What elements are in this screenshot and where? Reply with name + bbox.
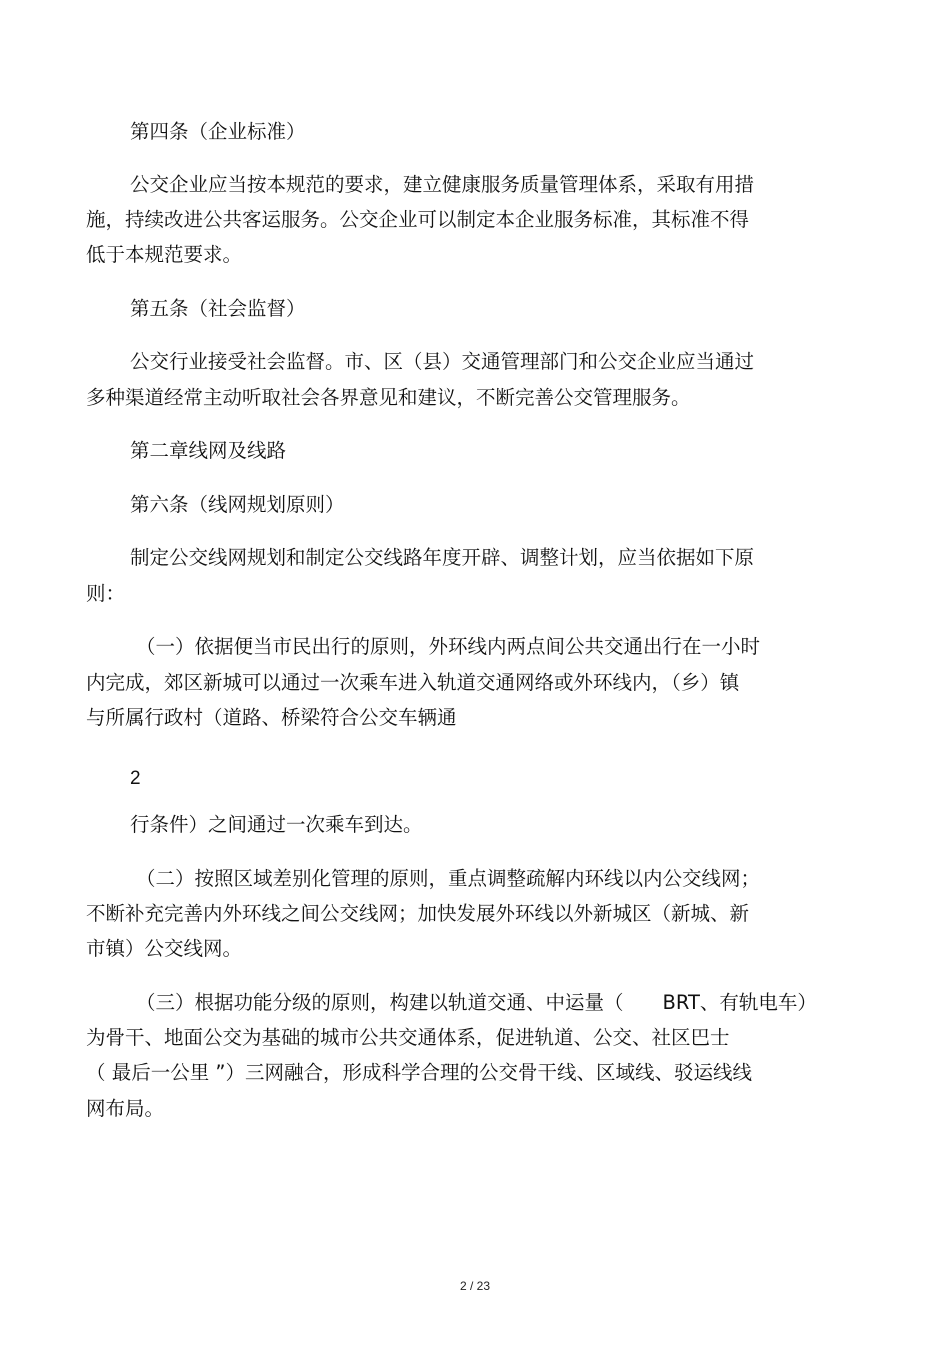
article-6-intro-line-1: 制定公交线网规划和制定公交线路年度开辟、调整计划，应当依据如下原: [130, 546, 755, 569]
article-5-heading: 第五条（社会监督）: [130, 297, 306, 320]
item-1-continuation: 行条件）之间通过一次乘车到达。: [130, 813, 423, 836]
article-6-intro-line-2: 则：: [86, 582, 126, 605]
item-2-line-1: （二）按照区域差别化管理的原则，重点调整疏解内环线以内公交线网；: [136, 867, 761, 890]
item-3-line-1: （三）根据功能分级的原则，构建以轨道交通、中运量（ BRT、有轨电车）: [136, 991, 817, 1014]
item-2-line-3: 市镇）公交线网。: [86, 937, 243, 960]
chapter-2-heading: 第二章线网及线路: [130, 439, 287, 462]
article-6-heading: 第六条（线网规划原则）: [130, 493, 345, 516]
article-4-line-2: 施，持续改进公共客运服务。公交企业可以制定本企业服务标准，其标准不得: [86, 208, 750, 231]
article-4-heading: 第四条（企业标准）: [130, 120, 306, 143]
article-4-line-3: 低于本规范要求。: [86, 243, 243, 266]
item-1-line-3: 与所属行政村（道路、桥梁符合公交车辆通: [86, 706, 457, 729]
item-2-line-2: 不断补充完善内外环线之间公交线网；加快发展外环线以外新城区（新城、新: [86, 902, 750, 925]
item-1-line-2: 内完成，郊区新城可以通过一次乘车进入轨道交通网络或外环线内，（乡）镇: [86, 671, 740, 694]
inline-page-number: 2: [130, 768, 141, 789]
article-5-line-1: 公交行业接受社会监督。市、区（县）交通管理部门和公交企业应当通过: [130, 350, 755, 373]
item-3-line-2: 为骨干、地面公交为基础的城市公共交通体系，促进轨道、公交、社区巴士: [86, 1026, 730, 1049]
page-indicator: 2 / 23: [459, 1279, 491, 1293]
item-3-line-3: （ 最后一公里 ”）三网融合，形成科学合理的公交骨干线、区域线、驳运线线: [86, 1061, 752, 1084]
item-3-line-4: 网布局。: [86, 1097, 165, 1120]
item-1-line-1: （一）依据便当市民出行的原则，外环线内两点间公共交通出行在一小时: [136, 635, 761, 658]
article-5-line-2: 多种渠道经常主动听取社会各界意见和建议，不断完善公交管理服务。: [86, 386, 691, 409]
article-4-line-1: 公交企业应当按本规范的要求，建立健康服务质量管理体系，采取有用措: [130, 173, 755, 196]
